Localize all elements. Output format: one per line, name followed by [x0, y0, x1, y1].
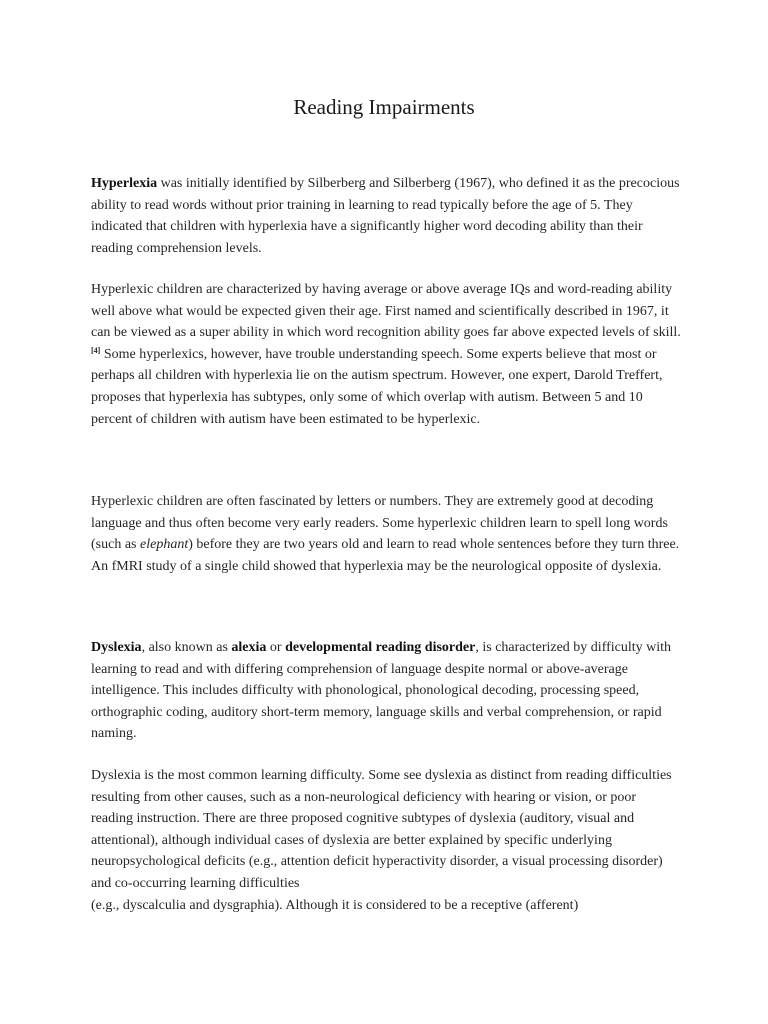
italic-example-word: elephant — [140, 537, 189, 553]
paragraph-hyperlexia-fascination — [91, 491, 681, 577]
paragraph-hyperlexia-characteristics — [91, 279, 681, 430]
paragraph-text: Some hyperlexics, however, have trouble understanding speech. Some experts believe that most or perhaps all children with hyperlexia lie on the autism spectrum. However, one expert, Darold Treffert, proposes that hyperlexia has subtypes, only some of which overlap with autism. Between 5 and 10 percent of children with autism have been estimated to be hyperlexic. — [91, 346, 663, 427]
paragraph-text: was initially identified by Silberberg and Silberberg (1967), who defined it as the precocious ability to read words without prior training in learning to read typically before the age of 5. They indicated that children with hyperlexia have a significantly higher word decoding ability than their reading comprehension levels. — [91, 176, 680, 256]
paragraph-text: Hyperlexic children are often fascinated by letters or numbers. They are extremely good at decoding language and thus often become very early readers. Some hyperlexic children learn to spell long words (such as — [91, 494, 668, 553]
paragraph-text: or — [266, 640, 286, 655]
term-alexia: alexia — [231, 640, 267, 655]
term-dyslexia: Dyslexia — [91, 640, 142, 655]
paragraph-text: , also known as — [141, 640, 232, 655]
paragraph-dyslexia-definition — [91, 637, 681, 745]
reference-link[interactable]: [4] — [91, 345, 101, 355]
term-hyperlexia: Hyperlexia — [91, 176, 158, 191]
paragraph-text: Dyslexia is the most common learning difficulty. Some see dyslexia as distinct from reading difficulties resulting from other causes, such as a non-neurological deficiency with hearing or vision, or poor reading instruction. There are three proposed cognitive subtypes of dyslexia (auditory, visual and attentional), although individual cases of dyslexia are better explained by specific underlying neuropsychological deficits (e.g., attention deficit hyperactivity disorder, a visual processing disorder) and co-occurring learning difficulties — [91, 768, 672, 891]
paragraph-text: ) before they are two years old and learn to read whole sentences before they turn three. An fMRI study of a single child showed that hyperlexia may be the neurological opposite of dyslexia. — [91, 537, 680, 574]
paragraph-hyperlexia-definition — [91, 173, 681, 259]
term-developmental-reading-disorder: developmental reading disorder — [285, 640, 476, 655]
page-title: Reading Impairments — [293, 95, 475, 119]
paragraph-text: (e.g., dyscalculia and dysgraphia). Although it is considered to be a receptive (afferent) — [91, 897, 579, 913]
paragraph-text: , is characterized by difficulty with learning to read and with differing comprehension of language despite normal or above-average intelligence. This includes difficulty with phonological, phonological decoding, processing speed, orthographic coding, auditory short-term memory, language skills and verbal comprehension, or rapid naming. — [91, 640, 672, 742]
paragraph-dyslexia-common — [91, 765, 681, 916]
paragraph-text: Hyperlexic children are characterized by having average or above average IQs and word-reading ability well above what would be expected given their age. First named and scientifically described in 1967, it can be viewed as a super ability in which word recognition ability goes far above expected levels of skill. — [91, 282, 681, 341]
